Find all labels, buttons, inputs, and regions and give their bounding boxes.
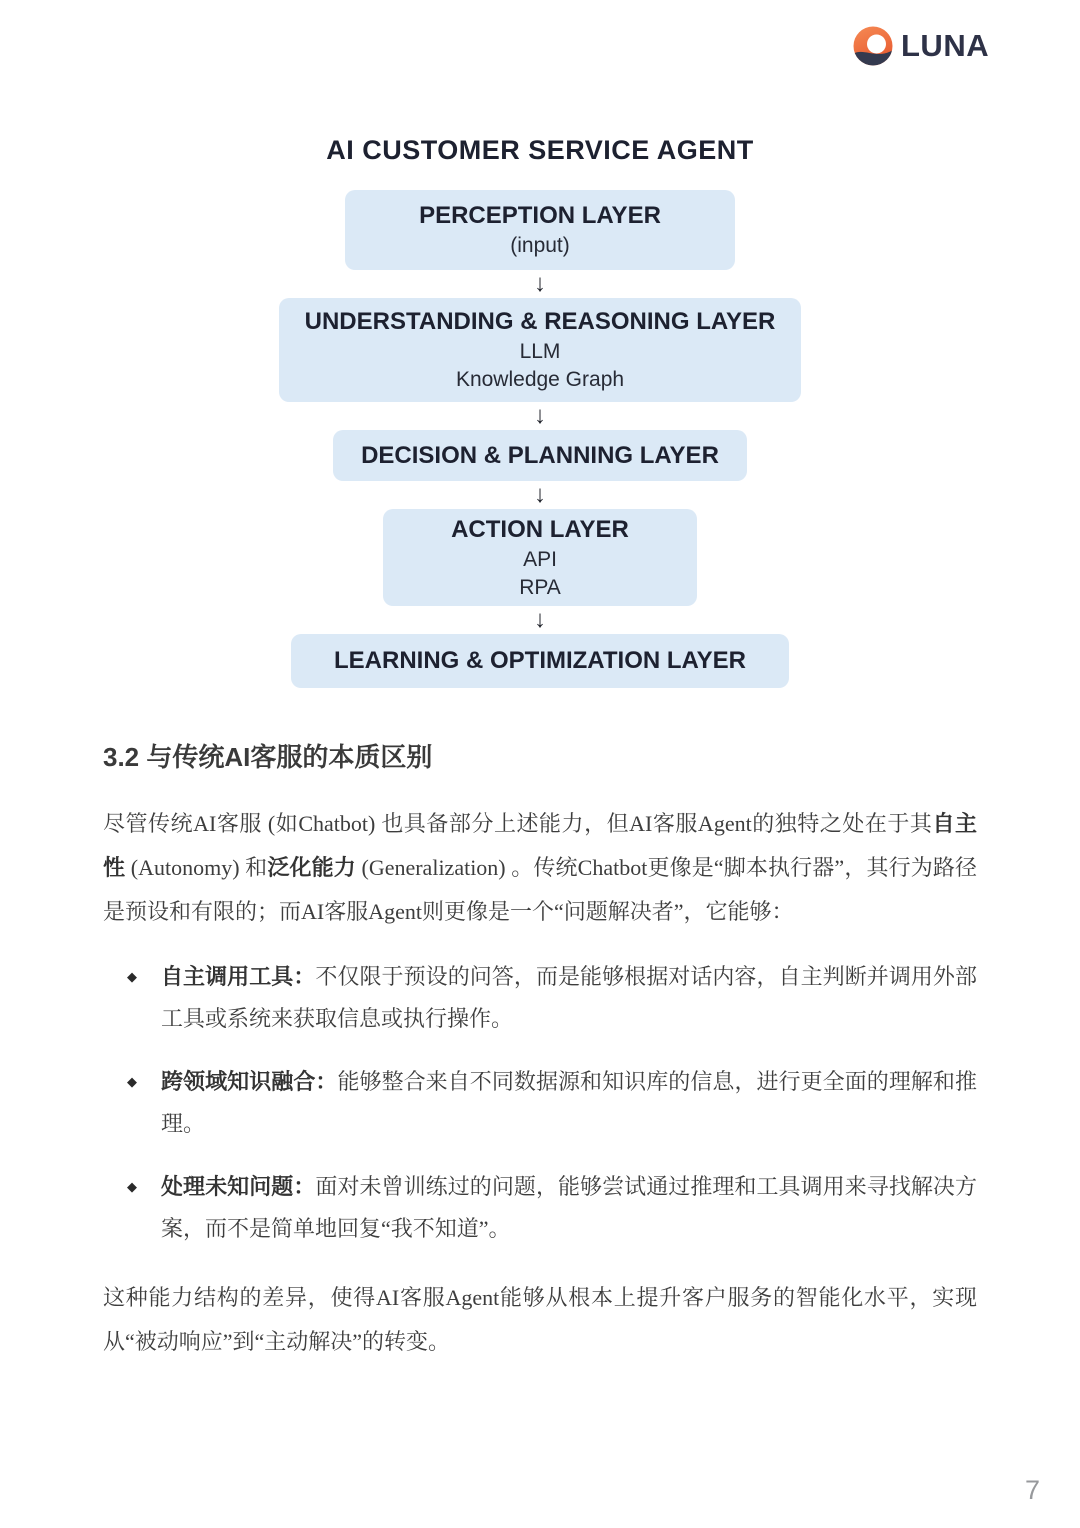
diamond-bullet-icon: ◆: [127, 969, 137, 984]
intro-text: (Generalization) 。传统Chatbot更像是“脚本执行器”，其行为路径是预设和有限的；而AI客服Agent则更像是一个“问题解决者”，它能够：: [103, 855, 977, 924]
layer-subtitle: Knowledge Graph: [455, 368, 625, 391]
list-item: [127, 1061, 977, 1145]
down-arrow-icon: ↓: [534, 606, 546, 633]
understanding-reasoning-layer-box: [279, 298, 801, 402]
bullet-text: [161, 956, 977, 1040]
bullet-text: [161, 1061, 977, 1145]
bullet-label: 处理未知问题：: [161, 1174, 316, 1199]
list-item: [127, 956, 977, 1040]
crescent-moon-logo-icon: [853, 26, 893, 66]
layer-title: PERCEPTION LAYER: [419, 202, 661, 229]
layer-subtitle: RPA: [519, 575, 561, 599]
agent-architecture-diagram: [0, 0, 1080, 688]
section-heading: 3.2 与传统AI客服的本质区别: [103, 742, 433, 772]
intro-text: 尽管传统AI客服 (如Chatbot) 也具备部分上述能力，但AI客服Agent的独特之处在于其: [103, 811, 933, 836]
bullet-description: 面对未曾训练过的问题，能够尝试通过推理和工具调用来寻找解决方案，而不是简单地回复“我不知道”。: [161, 1174, 977, 1241]
learning-optimization-layer-box: [291, 634, 789, 688]
layer-title: DECISION & PLANNING LAYER: [361, 441, 719, 469]
bullet-text: [161, 1166, 977, 1250]
page-number: 7: [1024, 1475, 1040, 1505]
down-arrow-icon: ↓: [534, 402, 546, 429]
decision-planning-layer-box: [333, 430, 747, 481]
down-arrow-icon: ↓: [534, 270, 546, 297]
section-3-2: [103, 740, 977, 1364]
diagram-title: AI CUSTOMER SERVICE AGENT: [326, 135, 754, 165]
action-layer-box: [383, 509, 697, 606]
bullet-description: 能够整合来自不同数据源和知识库的信息，进行更全面的理解和推理。: [161, 1069, 977, 1136]
layer-title: ACTION LAYER: [451, 515, 629, 543]
perception-layer-box: [345, 190, 735, 270]
layer-title: UNDERSTANDING & REASONING LAYER: [304, 308, 776, 335]
bullet-label: 自主调用工具：: [161, 964, 316, 989]
list-item: [127, 1166, 977, 1250]
layer-subtitle: LLM: [519, 340, 561, 363]
layer-title: LEARNING & OPTIMIZATION LAYER: [333, 647, 746, 674]
luna-logo: [853, 26, 989, 66]
layer-subtitle: API: [523, 547, 557, 571]
intro-bold-generalization: 泛化能力: [267, 855, 356, 880]
capability-bullet-list: [103, 956, 977, 1250]
intro-text: (Autonomy) 和: [125, 855, 268, 880]
down-arrow-icon: ↓: [534, 481, 546, 508]
logo-wordmark: LUNA: [901, 28, 990, 63]
layer-subtitle: (input): [510, 234, 570, 257]
bullet-label: 跨领域知识融合：: [161, 1069, 338, 1094]
closing-paragraph: 这种能力结构的差异，使得AI客服Agent能够从根本上提升客户服务的智能化水平，实现从“被动响应”到“主动解决”的转变。: [103, 1285, 977, 1354]
diamond-bullet-icon: ◆: [127, 1074, 137, 1089]
intro-paragraph: [103, 802, 977, 934]
diamond-bullet-icon: ◆: [127, 1179, 137, 1194]
bullet-description: 不仅限于预设的问答，而是能够根据对话内容，自主判断并调用外部工具或系统来获取信息或执行操作。: [161, 964, 977, 1031]
intro-bold-autonomy: 自主性: [103, 811, 977, 880]
